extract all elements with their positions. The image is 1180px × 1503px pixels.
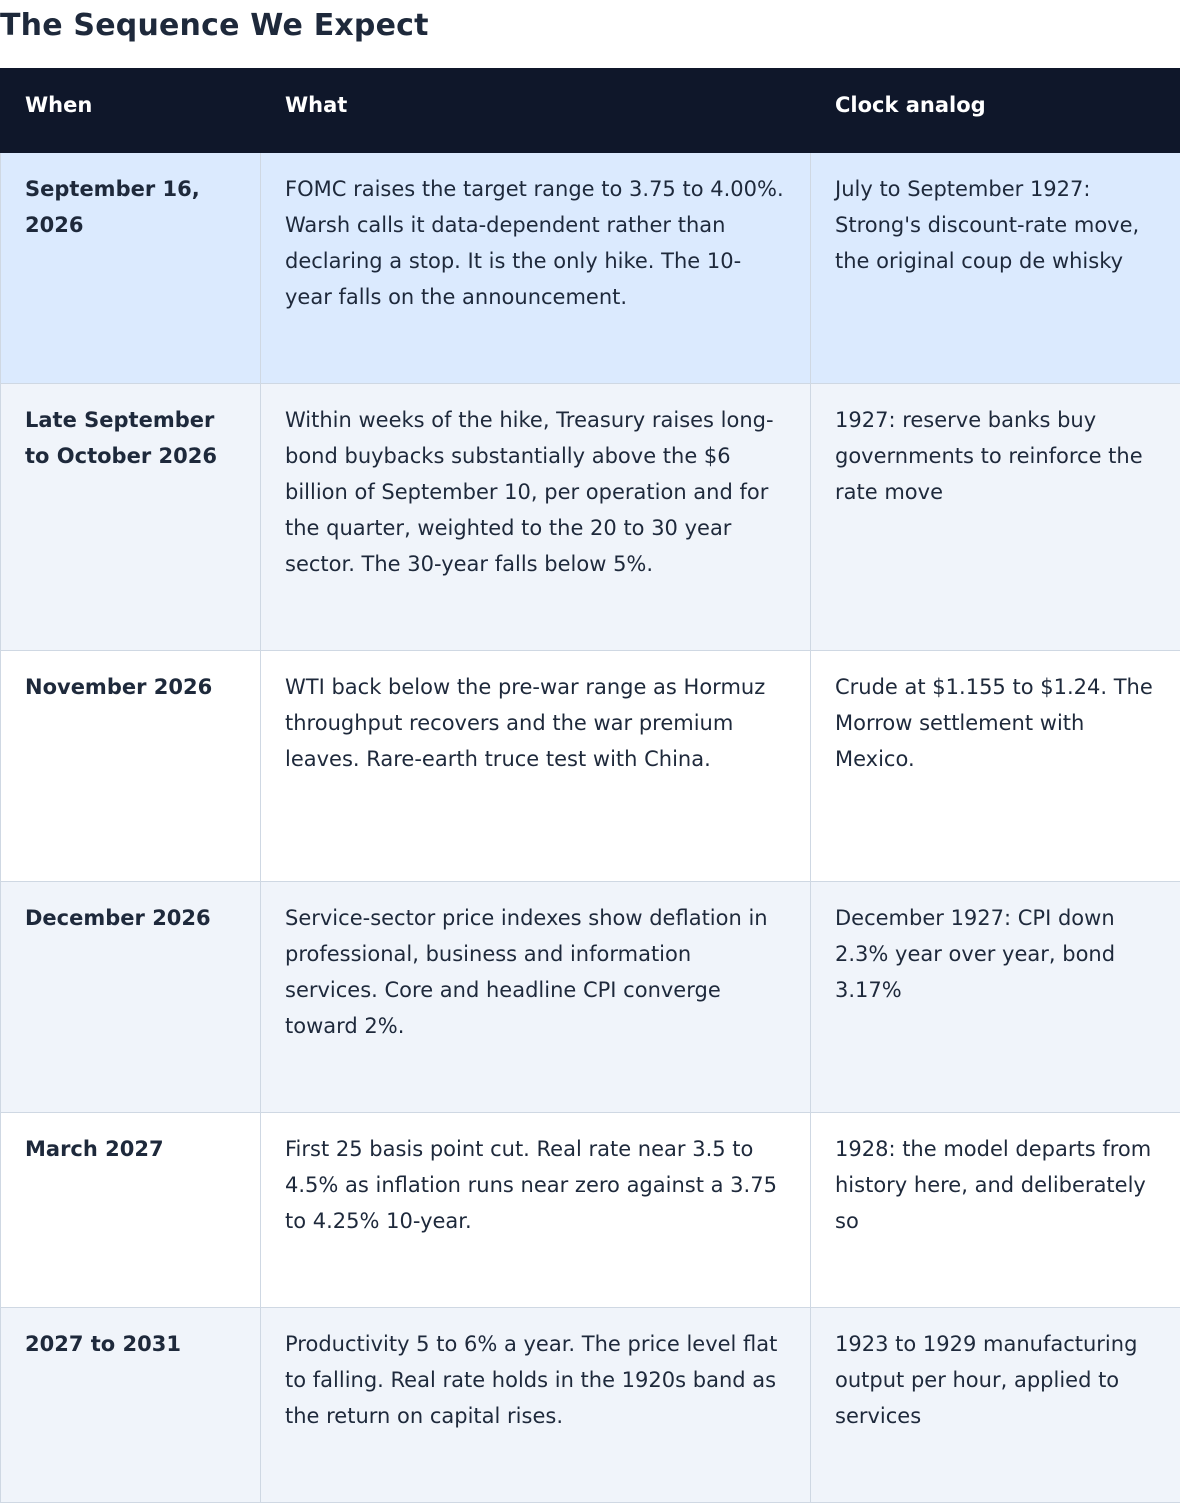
table-row xyxy=(1,1308,1180,1503)
cell-clock-analog: December 1927: CPI down 2.3% year over year, bond 3.17% xyxy=(811,882,1180,1113)
cell-what: Service-sector price indexes show deflation in professional, business and information services. Core and headline CPI converge toward 2%. xyxy=(261,882,811,1113)
table-row xyxy=(1,882,1180,1113)
cell-clock-analog: 1928: the model departs from history here, and deliberately so xyxy=(811,1113,1180,1308)
table-header xyxy=(1,69,1180,153)
cell-clock-analog: 1927: reserve banks buy governments to reinforce the rate move xyxy=(811,384,1180,651)
cell-what: FOMC raises the target range to 3.75 to 4.00%. Warsh calls it data-dependent rather than declaring a stop. It is the only hike. The 10-year falls on the announcement. xyxy=(261,153,811,384)
cell-when: March 2027 xyxy=(1,1113,261,1308)
header-clock-analog: Clock analog xyxy=(811,69,1180,153)
cell-clock-analog: Crude at $1.155 to $1.24. The Morrow settlement with Mexico. xyxy=(811,651,1180,882)
cell-what: Productivity 5 to 6% a year. The price level flat to falling. Real rate holds in the 1920s band as the return on capital rises. xyxy=(261,1308,811,1503)
cell-when: September 16, 2026 xyxy=(1,153,261,384)
table-row xyxy=(1,651,1180,882)
sequence-table xyxy=(0,68,1180,1503)
page-title: The Sequence We Expect xyxy=(0,6,429,46)
header-row xyxy=(1,69,1180,153)
table-row xyxy=(1,384,1180,651)
cell-clock-analog: 1923 to 1929 manufacturing output per hour, applied to services xyxy=(811,1308,1180,1503)
cell-when: December 2026 xyxy=(1,882,261,1113)
cell-what: Within weeks of the hike, Treasury raises long-bond buybacks substantially above the $6 billion of September 10, per operation and for the quarter, weighted to the 20 to 30 year sector. The 30-year falls below 5%. xyxy=(261,384,811,651)
cell-what: First 25 basis point cut. Real rate near 3.5 to 4.5% as inflation runs near zero against a 3.75 to 4.25% 10-year. xyxy=(261,1113,811,1308)
cell-what: WTI back below the pre-war range as Hormuz throughput recovers and the war premium leaves. Rare-earth truce test with China. xyxy=(261,651,811,882)
table-row xyxy=(1,153,1180,384)
table-row xyxy=(1,1113,1180,1308)
cell-when: 2027 to 2031 xyxy=(1,1308,261,1503)
header-what: What xyxy=(261,69,811,153)
cell-when: November 2026 xyxy=(1,651,261,882)
cell-when: Late September to October 2026 xyxy=(1,384,261,651)
table-body xyxy=(1,153,1180,1503)
header-when: When xyxy=(1,69,261,153)
cell-clock-analog: July to September 1927: Strong's discount-rate move, the original coup de whisky xyxy=(811,153,1180,384)
